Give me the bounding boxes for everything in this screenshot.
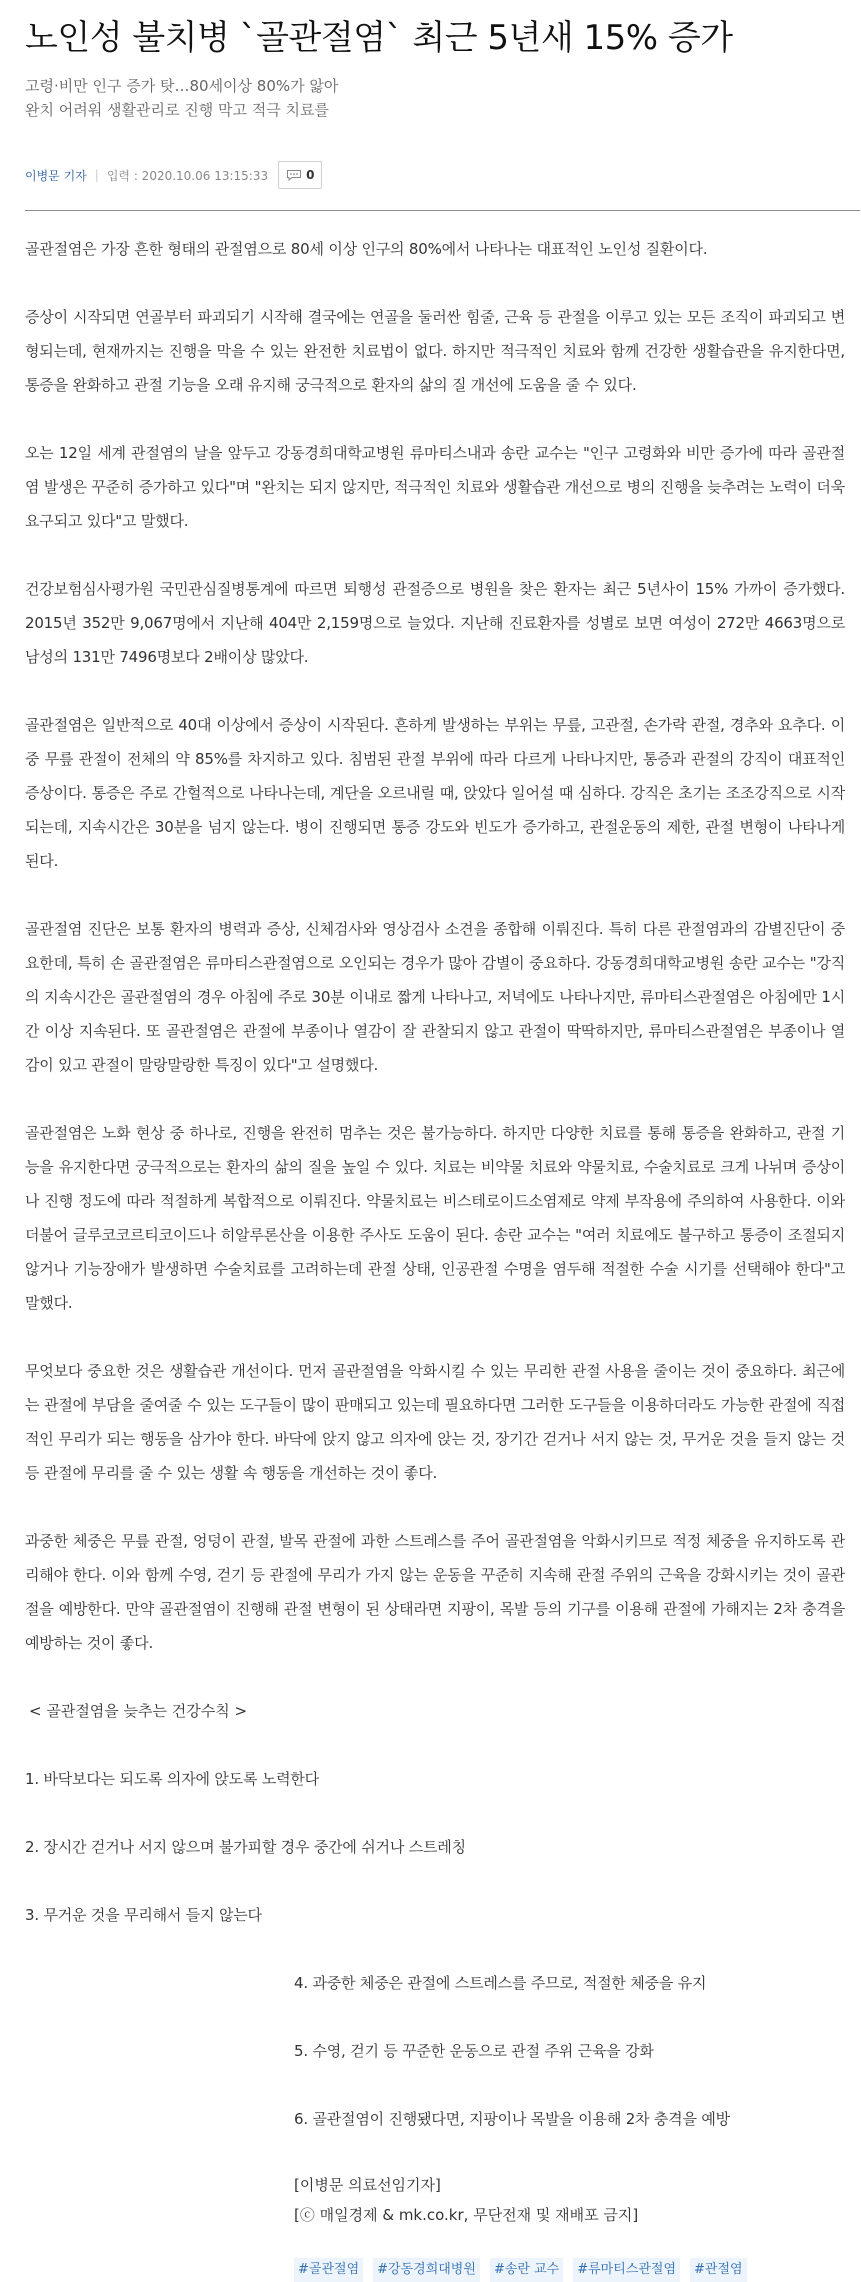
body-paragraph: 골관절염은 일반적으로 40대 이상에서 증상이 시작된다. 흔하게 발생하는 부위는 무릎, 고관절, 손가락 관절, 경추와 요추다. 이중 무릎 관절이 전체의 약 85%를 차지하고 있다. 침범된 관절 부위에 따라 다르게 나타나지만, 통증과 관절의 강직이 대표적인 증상이다. 통증은 주로 간헐적으로 나타나는데, 계단을 오르내릴 때, 앉았다 일어설 때 심하다. 강직은 초기는 조조강직으로 시작되는데, 지속시간은 30분을 넘지 않는다. 병이 진행되면 통증 강도와 빈도가 증가하고, 관절운동의 제한, 관절 변형이 나타나게 된다. <box>25 716 845 870</box>
subheadline-2: 완치 어려워 생활관리로 진행 막고 적극 치료를 <box>25 101 329 119</box>
body-paragraph: 증상이 시작되면 연골부터 파괴되기 시작해 결국에는 연골을 둘러싼 힘줄, 근육 등 관절을 이루고 있는 모든 조직이 파괴되고 변형되는데, 현재까지는 진행을 막을 수 있는 완전한 치료법이 없다. 하지만 적극적인 치료와 함께 건강한 생활습관을 유지한다면, 통증을 완화하고 관절 기능을 오래 유지해 궁극적으로 환자의 삶의 질 개선에 도움을 줄 수 있다. <box>25 308 845 394</box>
tip-item: 5. 수영, 걷기 등 꾸준한 운동으로 관절 주위 근육을 강화 <box>294 2042 654 2060</box>
credit-reporter: [이병문 의료선임기자] <box>294 2176 441 2194</box>
article-headline: 노인성 불치병 `골관절염` 최근 5년새 15% 증가 <box>25 18 733 58</box>
body-paragraph: 골관절염 진단은 보통 환자의 병력과 증상, 신체검사와 영상검사 소견을 종합해 이뤄진다. 특히 다른 관절염과의 감별진단이 중요한데, 특히 손 골관절염은 류마티스관절염으로 오인되는 경우가 많아 감별이 중요하다. 강동경희대학교병원 송란 교수는 "강직의 지속시간은 골관절염의 경우 아침에 주로 30분 이내로 짧게 나타나고, 저녁에도 나타나지만, 류마티스관절염은 아침에만 1시간 이상 지속된다. 또 골관절염은 관절에 부종이나 열감이 잘 관찰되지 않고 관절이 딱딱하지만, 류마티스관절염은 부종이나 열감이 있고 관절이 말랑말랑한 특징이 있다"고 설명했다. <box>25 920 845 1074</box>
body-paragraph: 골관절염은 노화 현상 중 하나로, 진행을 완전히 멈추는 것은 불가능하다. 하지만 다양한 치료를 통해 통증을 완화하고, 관절 기능을 유지한다면 궁극적으로는 환자의 삶의 질을 높일 수 있다. 치료는 비약물 치료와 약물치료, 수술치료로 크게 나뉘며 증상이나 진행 정도에 따라 적절하게 복합적으로 이뤄진다. 약물치료는 비스테로이드소염제로 약제 부작용에 주의하여 사용한다. 이와 더불어 글루코코르티코이드나 히알루론산을 이용한 주사도 도움이 된다. 송란 교수는 "여러 치료에도 불구하고 통증이 조절되지 않거나 기능장애가 발생하면 수술치료를 고려하는데 관절 상태, 인공관절 수명을 염두해 적절한 수술 시기를 선택해야 한다"고 말했다. <box>25 1124 845 1312</box>
reporter-link[interactable]: 이병문 기자 <box>25 168 87 183</box>
credit-copyright: [ⓒ 매일경제 & mk.co.kr, 무단전재 및 재배포 금지] <box>294 2206 639 2224</box>
article-subheadlines <box>25 74 845 122</box>
tip-item: 2. 장시간 걷거나 서지 않으며 불가피할 경우 중간에 쉬거나 스트레칭 <box>25 1838 466 1856</box>
comment-button[interactable] <box>278 161 322 189</box>
body-paragraph: 과중한 체중은 무릎 관절, 엉덩이 관절, 발목 관절에 과한 스트레스를 주어 골관절염을 악화시키므로 적정 체중을 유지하도록 관리해야 한다. 이와 함께 수영, 걷기 등 관절에 무리가 가지 않는 운동을 꾸준히 지속해 관절 주위의 근육을 강화시키는 것이 골관절을 예방한다. 만약 골관절염이 진행해 관절 변형이 된 상태라면 지팡이, 목발 등의 기구를 이용해 관절에 가해지는 2차 충격을 예방하는 것이 좋다. <box>25 1532 845 1652</box>
byline-separator: | <box>94 168 99 182</box>
subheadline-1: 고령·비만 인구 증가 탓…80세이상 80%가 앓아 <box>25 77 339 95</box>
byline <box>25 160 322 190</box>
tag-link[interactable]: #골관절염 <box>294 2258 363 2282</box>
tag-link[interactable]: #류마티스관절염 <box>573 2258 680 2282</box>
tag-link[interactable]: #관절염 <box>690 2258 747 2282</box>
body-paragraph: 무엇보다 중요한 것은 생활습관 개선이다. 먼저 골관절염을 악화시킬 수 있는 무리한 관절 사용을 줄이는 것이 중요하다. 최근에는 관절에 부담을 줄여줄 수 있는 도구들이 많이 판매되고 있는데 필요하다면 그러한 도구들을 이용하더라도 가능한 관절에 직접적인 무리가 되는 행동을 삼가야 한다. 바닥에 앉지 않고 의자에 앉는 것, 장기간 걷거나 서지 않는 것, 무거운 것을 들지 않는 것 등 관절에 무리를 줄 수 있는 생활 속 행동을 개선하는 것이 좋다. <box>25 1362 845 1482</box>
header-divider <box>25 210 860 211</box>
body-paragraph: 건강보험심사평가원 국민관심질병통계에 따르면 퇴행성 관절증으로 병원을 찾은 환자는 최근 5년사이 15% 가까이 증가했다. 2015년 352만 9,067명에서 지난해 404만 2,159명으로 늘었다. 지난해 진료환자를 성별로 보면 여성이 272만 4663명으로 남성의 131만 7496명보다 2배이상 많았다. <box>25 580 845 666</box>
published-date: 입력 : 2020.10.06 13:15:33 <box>106 168 269 183</box>
tips-title: < 골관절염을 늦추는 건강수칙 > <box>29 1702 248 1720</box>
tip-item: 3. 무거운 것을 무리해서 들지 않는다 <box>25 1906 262 1924</box>
tag-link[interactable]: #송란 교수 <box>490 2258 563 2282</box>
speech-bubble-icon <box>286 169 302 181</box>
comment-count: 0 <box>306 168 315 182</box>
body-paragraph: 골관절염은 가장 흔한 형태의 관절염으로 80세 이상 인구의 80%에서 나타나는 대표적인 노인성 질환이다. <box>25 240 708 258</box>
article-credit <box>294 2170 845 2230</box>
tip-item: 1. 바닥보다는 되도록 의자에 앉도록 노력한다 <box>25 1770 319 1788</box>
tag-link[interactable]: #강동경희대병원 <box>373 2258 480 2282</box>
article-body <box>25 232 845 2282</box>
tip-item: 4. 과중한 체중은 관절에 스트레스를 주므로, 적절한 체중을 유지 <box>294 1974 707 1992</box>
tip-item: 6. 골관절염이 진행됐다면, 지팡이나 목발을 이용해 2차 충격을 예방 <box>294 2110 730 2128</box>
indented-section <box>25 1966 845 2282</box>
body-paragraph: 오는 12일 세계 관절염의 날을 앞두고 강동경희대학교병원 류마티스내과 송란 교수는 "인구 고령화와 비만 증가에 따라 골관절염 발생은 꾸준히 증가하고 있다"며 "완치는 되지 않지만, 적극적인 치료와 생활습관 개선으로 병의 진행을 늦추려는 노력이 더욱 요구되고 있다"고 말했다. <box>25 444 845 530</box>
tag-list <box>294 2258 845 2282</box>
